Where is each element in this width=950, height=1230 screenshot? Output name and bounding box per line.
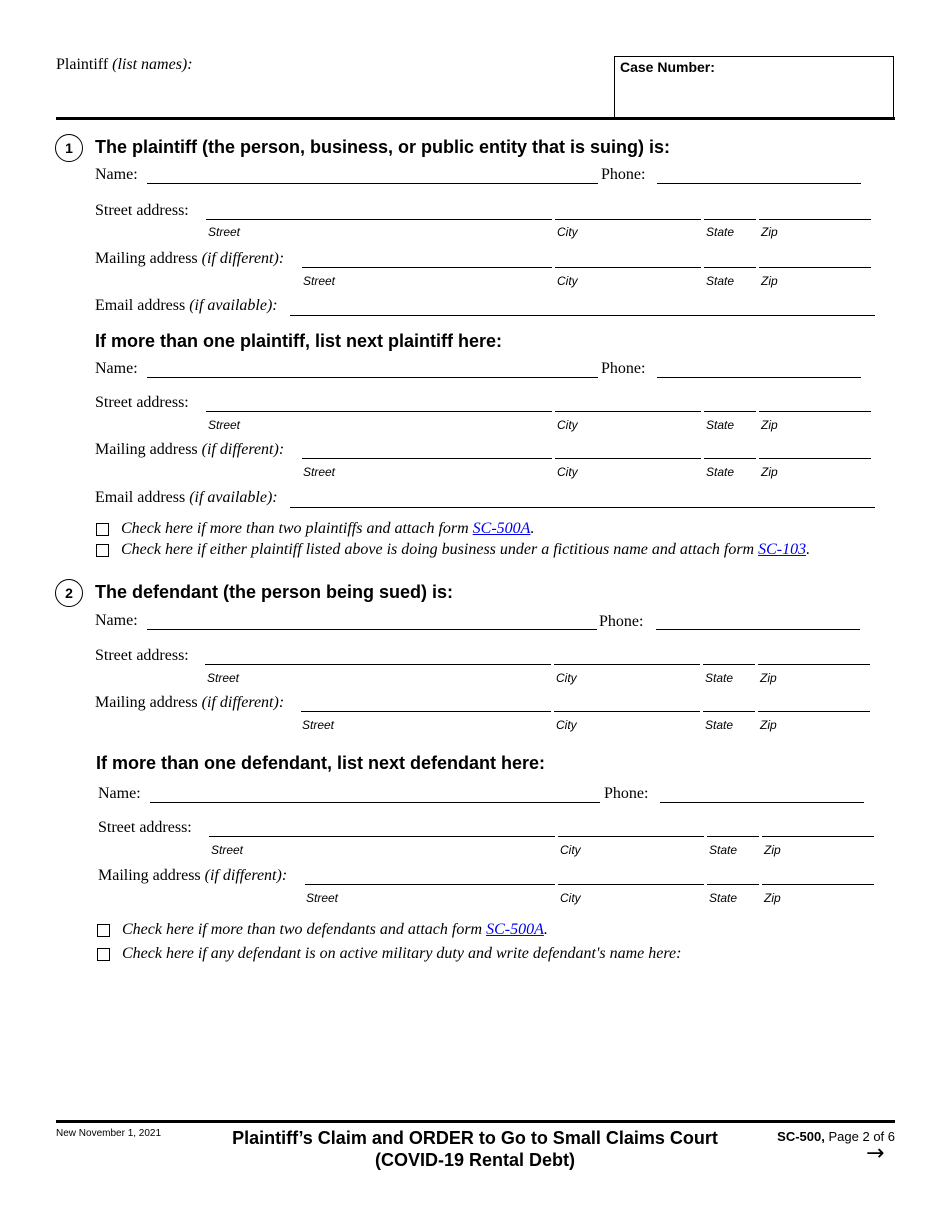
plaintiff2-email-field[interactable] bbox=[290, 507, 875, 508]
plaintiff1-mailing-state-field[interactable] bbox=[704, 267, 756, 268]
city-caption: City bbox=[556, 718, 577, 732]
form-title-line2: (COVID-19 Rental Debt) bbox=[374, 1150, 576, 1170]
city-caption: City bbox=[560, 843, 581, 857]
plaintiff1-mailing-street-field[interactable] bbox=[302, 267, 552, 268]
street-caption: Street bbox=[207, 671, 240, 685]
defendant1-name-field[interactable] bbox=[147, 629, 597, 630]
state-caption: State bbox=[706, 418, 735, 432]
plaintiff2-state-field[interactable] bbox=[704, 411, 756, 412]
case-number-box[interactable] bbox=[614, 56, 894, 118]
zip-caption: Zip bbox=[760, 671, 777, 685]
zip-caption: Zip bbox=[760, 718, 777, 732]
state-caption: State bbox=[706, 225, 735, 239]
email-address-label: Email address (if available): bbox=[95, 489, 278, 506]
defendant-section-title: The defendant (the person being sued) is: bbox=[95, 582, 454, 602]
plaintiff1-state-field[interactable] bbox=[704, 219, 756, 220]
defendant2-mailing-zip-field[interactable] bbox=[762, 884, 874, 885]
defendant1-zip-field[interactable] bbox=[758, 664, 870, 665]
zip-caption: Zip bbox=[761, 225, 778, 239]
mailing-address-label: Mailing address (if different): bbox=[95, 250, 285, 267]
defendant1-mailing-state-field[interactable] bbox=[703, 711, 755, 712]
street-address-label: Street address: bbox=[95, 394, 189, 411]
zip-caption: Zip bbox=[761, 274, 778, 288]
defendant1-state-field[interactable] bbox=[703, 664, 755, 665]
sc-500a-link[interactable]: SC-500A bbox=[472, 520, 531, 537]
plaintiff-section-title: The plaintiff (the person, business, or public entity that is suing) is: bbox=[95, 137, 671, 157]
defendant2-state-field[interactable] bbox=[707, 836, 759, 837]
footer-rule bbox=[56, 1120, 895, 1123]
state-caption: State bbox=[705, 718, 734, 732]
more-plaintiffs-checkbox[interactable] bbox=[96, 523, 109, 536]
city-caption: City bbox=[557, 465, 578, 479]
street-caption: Street bbox=[303, 465, 336, 479]
street-address-label: Street address: bbox=[95, 647, 189, 664]
street-caption: Street bbox=[302, 718, 335, 732]
military-duty-checkbox[interactable] bbox=[97, 948, 110, 961]
next-plaintiff-title: If more than one plaintiff, list next plaintiff here: bbox=[95, 331, 503, 351]
defendant2-street-field[interactable] bbox=[209, 836, 555, 837]
plaintiff1-street-field[interactable] bbox=[206, 219, 552, 220]
name-label: Name: bbox=[95, 360, 138, 377]
case-number-label: Case Number: bbox=[620, 59, 715, 75]
street-caption: Street bbox=[208, 225, 241, 239]
defendant2-city-field[interactable] bbox=[558, 836, 704, 837]
form-title bbox=[200, 1127, 750, 1171]
zip-caption: Zip bbox=[764, 843, 781, 857]
phone-label: Phone: bbox=[604, 785, 649, 802]
plaintiff1-city-field[interactable] bbox=[555, 219, 701, 220]
zip-caption: Zip bbox=[761, 465, 778, 479]
phone-label: Phone: bbox=[601, 360, 646, 377]
plaintiff2-mailing-zip-field[interactable] bbox=[759, 458, 871, 459]
street-address-label: Street address: bbox=[95, 202, 189, 219]
city-caption: City bbox=[556, 671, 577, 685]
street-caption: Street bbox=[211, 843, 244, 857]
plaintiff1-phone-field[interactable] bbox=[657, 183, 861, 184]
defendant1-mailing-city-field[interactable] bbox=[554, 711, 700, 712]
state-caption: State bbox=[706, 274, 735, 288]
defendant1-mailing-zip-field[interactable] bbox=[758, 711, 870, 712]
fictitious-name-text: Check here if either plaintiff listed above is doing business under a fictitious name and attach form SC-103. bbox=[121, 541, 811, 558]
plaintiff2-phone-field[interactable] bbox=[657, 377, 861, 378]
defendant1-mailing-street-field[interactable] bbox=[301, 711, 551, 712]
street-caption: Street bbox=[208, 418, 241, 432]
state-caption: State bbox=[709, 843, 738, 857]
zip-caption: Zip bbox=[764, 891, 781, 905]
plaintiff2-mailing-state-field[interactable] bbox=[704, 458, 756, 459]
plaintiff2-zip-field[interactable] bbox=[759, 411, 871, 412]
street-address-label: Street address: bbox=[98, 819, 192, 836]
plaintiff2-mailing-street-field[interactable] bbox=[302, 458, 552, 459]
plaintiff-names-label: Plaintiff (list names): bbox=[56, 56, 193, 73]
defendant2-mailing-state-field[interactable] bbox=[707, 884, 759, 885]
plaintiff2-name-field[interactable] bbox=[147, 377, 598, 378]
defendant2-mailing-city-field[interactable] bbox=[558, 884, 704, 885]
mailing-address-label: Mailing address (if different): bbox=[95, 694, 285, 711]
plaintiff1-zip-field[interactable] bbox=[759, 219, 871, 220]
phone-label: Phone: bbox=[601, 166, 646, 183]
name-label: Name: bbox=[95, 166, 138, 183]
fictitious-name-checkbox[interactable] bbox=[96, 544, 109, 557]
mailing-address-label: Mailing address (if different): bbox=[98, 867, 288, 884]
form-id: SC-500, bbox=[777, 1129, 825, 1144]
city-caption: City bbox=[557, 274, 578, 288]
city-caption: City bbox=[557, 225, 578, 239]
next-defendant-title: If more than one defendant, list next defendant here: bbox=[96, 753, 546, 773]
plaintiff1-email-field[interactable] bbox=[290, 315, 875, 316]
revision-date: New November 1, 2021 bbox=[56, 1128, 162, 1139]
state-caption: State bbox=[706, 465, 735, 479]
section-number-2: 2 bbox=[55, 579, 83, 607]
header-rule bbox=[56, 117, 895, 120]
street-caption: Street bbox=[303, 274, 336, 288]
name-label: Name: bbox=[95, 612, 138, 629]
next-page-arrow-icon: → bbox=[866, 1141, 885, 1166]
plaintiff2-city-field[interactable] bbox=[555, 411, 701, 412]
sc-103-link[interactable]: SC-103 bbox=[758, 541, 807, 558]
form-title-line1: Plaintiff’s Claim and ORDER to Go to Small Claims Court bbox=[232, 1128, 718, 1148]
zip-caption: Zip bbox=[761, 418, 778, 432]
state-caption: State bbox=[705, 671, 734, 685]
plaintiff1-mailing-city-field[interactable] bbox=[555, 267, 701, 268]
defendant2-zip-field[interactable] bbox=[762, 836, 874, 837]
section-number-1: 1 bbox=[55, 134, 83, 162]
defendant2-phone-field[interactable] bbox=[660, 802, 864, 803]
defendant1-city-field[interactable] bbox=[554, 664, 700, 665]
page-number: Page 2 of 6 bbox=[828, 1129, 895, 1144]
city-caption: City bbox=[557, 418, 578, 432]
plaintiff2-street-field[interactable] bbox=[206, 411, 552, 412]
plaintiff1-name-field[interactable] bbox=[147, 183, 598, 184]
more-defendants-text: Check here if more than two defendants and attach form SC-500A. bbox=[122, 921, 548, 938]
name-label: Name: bbox=[98, 785, 141, 802]
sc-500a-link[interactable]: SC-500A bbox=[486, 921, 544, 938]
defendant1-street-field[interactable] bbox=[205, 664, 551, 665]
mailing-address-label: Mailing address (if different): bbox=[95, 441, 285, 458]
street-caption: Street bbox=[306, 891, 339, 905]
plaintiff2-mailing-city-field[interactable] bbox=[555, 458, 701, 459]
phone-label: Phone: bbox=[599, 613, 644, 630]
state-caption: State bbox=[709, 891, 738, 905]
defendant1-phone-field[interactable] bbox=[656, 629, 860, 630]
defendant2-name-field[interactable] bbox=[150, 802, 600, 803]
email-address-label: Email address (if available): bbox=[95, 297, 278, 314]
more-defendants-checkbox[interactable] bbox=[97, 924, 110, 937]
defendant2-mailing-street-field[interactable] bbox=[305, 884, 555, 885]
military-duty-text: Check here if any defendant is on active military duty and write defendant's name here: bbox=[122, 945, 682, 962]
more-plaintiffs-text: Check here if more than two plaintiffs and attach form SC-500A. bbox=[121, 520, 535, 537]
city-caption: City bbox=[560, 891, 581, 905]
plaintiff1-mailing-zip-field[interactable] bbox=[759, 267, 871, 268]
